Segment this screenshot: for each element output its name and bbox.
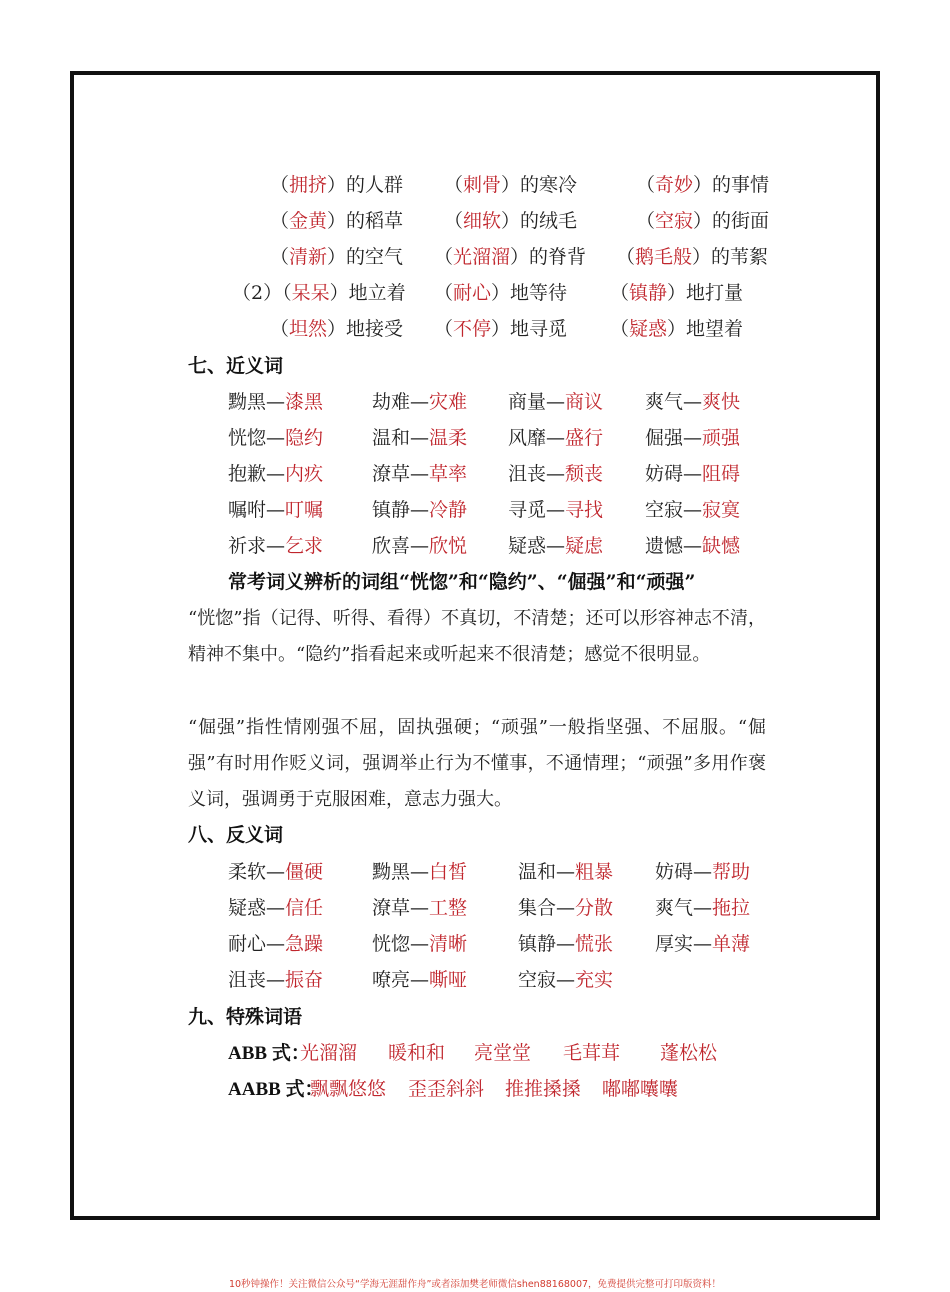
antonym-row: 耐心—急躁 恍惚—清晰 镇静—慌张 厚实—单薄 [228,933,751,955]
synonym-row: 黝黑—漆黑 劫难—灾难 商量—商议 爽气—爽快 [228,391,741,413]
answer-word: 光溜溜 [453,246,511,268]
fill-row: （金黄）的稻草 （细软）的绒毛 （空寂）的街面 [270,210,770,232]
fill-row: （拥挤）的人群 （刺骨）的寒冷 （奇妙）的事情 [270,174,770,196]
fill-row: （2）（呆呆）地立着 （耐心）地等待 （镇静）地打量 [232,282,744,304]
synonym-subheading: 常考词义辨析的词组“恍惚”和“隐约”、“倔强”和“顽强” [228,571,696,593]
section-heading-synonyms: 七、近义词 [188,355,284,377]
fill-row: （坦然）地接受 （不停）地寻觅 （疑惑）地望着 [270,318,744,340]
answer-word: 细软 [463,210,502,232]
antonym-row: 疑惑—信任 潦草—工整 集合—分散 爽气—拖拉 [228,897,751,919]
antonym-row: 柔软—僵硬 黝黑—白皙 温和—粗暴 妨碍—帮助 [228,861,751,883]
answer-word: 呆呆 [291,282,330,304]
aabb-word: 歪歪斜斜 [408,1078,485,1100]
answer-word: 奇妙 [655,174,694,196]
synonym-row: 嘱咐—叮嘱 镇静—冷静 寻觅—寻找 空寂—寂寞 [228,499,741,521]
abb-word: 毛茸茸 [563,1042,621,1064]
synonym-row: 祈求—乞求 欣喜—欣悦 疑惑—疑虑 遗憾—缺憾 [228,535,741,557]
answer-word: 疑惑 [629,318,668,340]
aabb-label: AABB 式： [228,1079,324,1100]
aabb-word: 飘飘悠悠 [310,1078,387,1100]
aabb-word: 嘟嘟囔囔 [602,1078,679,1100]
answer-word: 坦然 [289,318,328,340]
aabb-word: 推推搡搡 [505,1078,582,1100]
answer-word: 镇静 [629,282,668,304]
footer-notice: 10秒钟操作！关注微信公众号“学海无涯甜作舟”或者添加樊老师微信shen88168007，免费提供完整可打印版资料！ [228,1279,722,1290]
answer-word: 耐心 [453,282,492,304]
answer-word: 拥挤 [289,174,328,196]
abb-word: 蓬松松 [660,1042,718,1064]
answer-word: 金黄 [289,210,328,232]
antonym-row: 沮丧—振奋 嘹亮—嘶哑 空寂—充实 [228,969,614,991]
abb-word: 亮堂堂 [474,1042,532,1064]
abb-row [228,1037,718,1069]
synonym-row: 抱歉—内疚 潦草—草率 沮丧—颓丧 妨碍—阻碍 [228,463,741,485]
answer-word: 刺骨 [463,174,502,196]
answer-word: 鹅毛般 [635,246,693,268]
synonym-explanation-2: “倔强”指性情刚强不屈，固执强硬；“顽强”一般指坚强、不屈服。“倔强”有时用作贬义词，强调举止行为不懂事，不通情理；“顽强”多用作褒义词，强调勇于克服困难，意志力强大。 [188,717,766,810]
answer-word: 空寂 [655,210,694,232]
synonym-explanation-1: “恍惚”指（记得、听得、看得）不真切，不清楚；还可以形容神志不清，精神不集中。“隐约”指看起来或听起来不很清楚；感觉不很明显。 [188,608,766,665]
answer-word: 清新 [289,246,328,268]
section-heading-antonyms: 八、反义词 [188,824,284,846]
abb-word: 光溜溜 [300,1042,358,1064]
fill-row: （清新）的空气 （光溜溜）的脊背 （鹅毛般）的苇絮 [270,246,769,268]
section-heading-special: 九、特殊词语 [188,1006,303,1028]
answer-word: 不停 [453,318,492,340]
synonym-row: 恍惚—隐约 温和—温柔 风靡—盛行 倔强—顽强 [228,427,741,449]
aabb-row [228,1073,679,1105]
abb-word: 暖和和 [388,1042,446,1064]
abb-label: ABB 式： [228,1043,310,1064]
